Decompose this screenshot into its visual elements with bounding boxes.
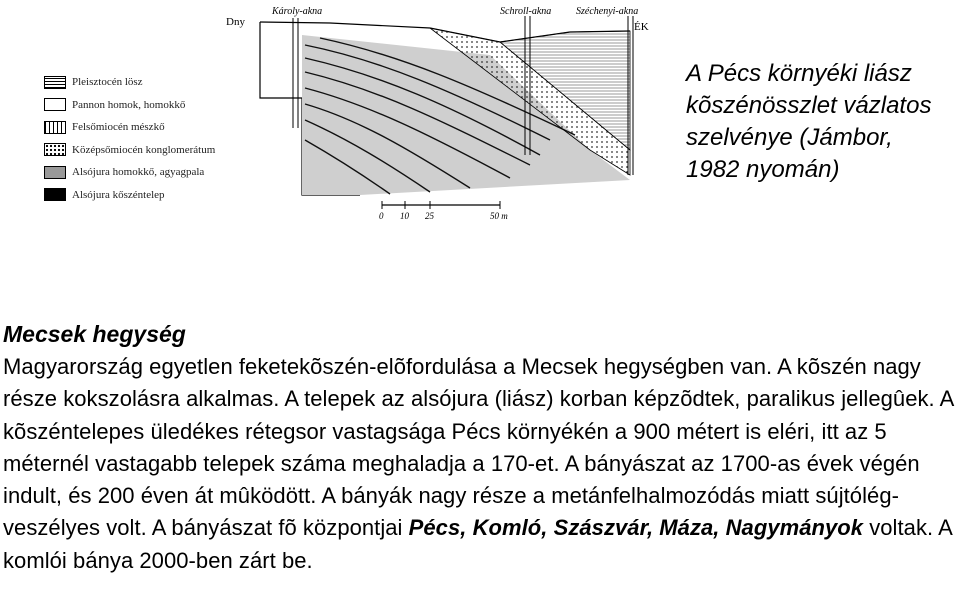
legend-label: Alsójura kőszéntelep <box>72 188 165 201</box>
shaft-label-schroll: Schroll-akna <box>500 6 552 17</box>
body-paragraph <box>3 351 958 577</box>
figure-caption <box>686 58 956 186</box>
places-list-part2: Szászvár, Máza, Nagymányok <box>553 515 864 541</box>
loess-swatch <box>44 76 66 89</box>
shaft-label-szechenyi: Széchenyi-akna <box>576 6 639 17</box>
places-list-part1: Pécs, Komló, <box>408 515 548 541</box>
legend-label: Pannon homok, homokkő <box>72 98 186 111</box>
legend-item <box>44 116 284 139</box>
legend-item <box>44 184 284 207</box>
scale-tick-25: 25 <box>425 211 434 221</box>
sandstone-swatch <box>44 98 66 111</box>
limestone-swatch <box>44 121 66 134</box>
legend-label: Középsőmiocén konglomerátum <box>72 143 216 156</box>
paragraph-end: voltak. A komlói bánya 2000-ben zárt be. <box>3 515 952 573</box>
legend-label: Alsójura homokkő, agyagpala <box>72 166 205 179</box>
figure-legend <box>44 71 284 206</box>
shaft-label-karoly: Károly-akna <box>272 6 323 17</box>
paragraph-text: Magyarország egyetlen feketekõszén-elõfordulása a Mecsek hegységben van. A kõszén nagy része kokszolásra alkalmas. A telepek az alsójura (liász) korban képzõdtek, paralikus jellegûek. A kõszéntelepes üledékes rétegsor vastagsága Pécs környékén a 900 métert is eléri, itt az 5 méternél vastagabb telepek száma meghaladja a 170-et. A bányászat az 1700-as évek végén indult, és 200 éven át mûködött. A bányák nagy része a metánfelhalmozódás miatt sújtólég-veszélyes volt. A bányászat fõ központjai <box>3 354 954 541</box>
legend-label: Felsőmiocén mészkő <box>72 121 165 134</box>
legend-label: Pleisztocén lösz <box>72 76 143 89</box>
scale-tick-50: 50 m <box>490 211 508 221</box>
conglomerate-swatch <box>44 143 66 156</box>
scale-tick-0: 0 <box>379 211 384 221</box>
east-label: ÉK <box>634 21 649 33</box>
legend-item <box>44 161 284 184</box>
coal-seam-swatch <box>44 188 66 201</box>
caption-line: 1982 nyomán) <box>686 156 840 183</box>
section-heading: Mecsek hegység <box>3 321 186 347</box>
caption-line: A Pécs környéki liász <box>686 60 912 87</box>
article-body <box>3 318 958 577</box>
caption-line: kõszénösszlet vázlatos <box>686 92 932 119</box>
legend-item <box>44 71 284 94</box>
shale-swatch <box>44 166 66 179</box>
scale-tick-10: 10 <box>400 211 409 221</box>
west-label: Dny <box>226 16 245 28</box>
caption-line: szelvénye (Jámbor, <box>686 124 893 151</box>
legend-item <box>44 94 284 117</box>
legend-item <box>44 139 284 162</box>
